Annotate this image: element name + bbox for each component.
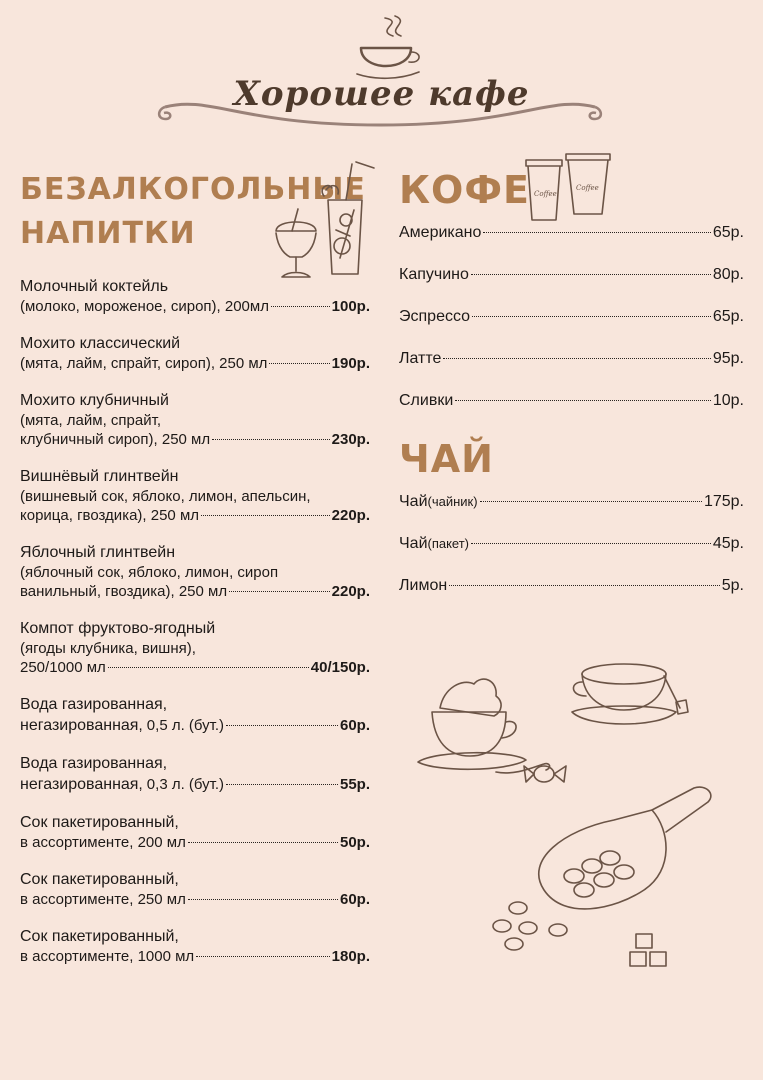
item-detail: ванильный, гвоздика), 250 мл	[20, 583, 228, 600]
item-price: 230р.	[331, 431, 370, 448]
dot-leader	[471, 543, 711, 544]
item-price: 40/150р.	[310, 659, 370, 676]
sugar-cubes-icon	[626, 930, 670, 974]
item-name: Чай	[399, 535, 428, 552]
coffee-section	[399, 168, 744, 617]
item-detail: (вишневый сок, яблоко, лимон, апельсин,	[20, 488, 311, 505]
item-detail: , 0,3 л. (бут.)	[138, 776, 225, 793]
item-price: 100р.	[331, 298, 370, 315]
item-detail: , 0,5 л. (бут.)	[138, 717, 225, 734]
menu-item	[399, 533, 744, 554]
item-price-row	[399, 264, 744, 285]
item-detail: (мята, лайм, спрайт, сироп), 250 мл	[20, 355, 268, 372]
dot-leader	[196, 956, 329, 957]
item-price-row	[399, 533, 744, 554]
item-price: 95р.	[712, 350, 744, 367]
menu-item	[399, 575, 744, 596]
item-price-row	[399, 390, 744, 411]
dot-leader	[188, 899, 338, 900]
coffee-cups-icon	[520, 150, 620, 222]
dot-leader	[108, 667, 309, 668]
item-sub: (пакет)	[427, 536, 470, 551]
item-detail: в ассортименте, 250 мл	[20, 891, 186, 908]
drinks-section	[20, 168, 370, 983]
dot-leader	[483, 232, 710, 233]
coffee-list	[399, 222, 744, 411]
dot-leader	[269, 363, 329, 364]
item-price-row	[20, 430, 370, 449]
item-price-row	[20, 890, 370, 909]
cup-logo-icon	[355, 14, 425, 80]
item-name: Эспрессо	[399, 308, 471, 325]
item-name-cont: негазированная	[20, 776, 139, 793]
item-name: Молочный коктейль	[20, 278, 169, 295]
menu-item	[20, 869, 370, 909]
brand-title: Хорошее кафе	[233, 74, 530, 114]
item-price: 80р.	[712, 266, 744, 283]
dot-leader	[443, 358, 710, 359]
item-price: 65р.	[712, 308, 744, 325]
item-price: 10р.	[712, 392, 744, 409]
item-detail: (молоко, мороженое, сироп), 200мл	[20, 298, 269, 315]
menu-item	[20, 542, 370, 601]
item-name: Вишнёвый глинтвейн	[20, 468, 179, 485]
dot-leader	[229, 591, 330, 592]
menu-item	[20, 276, 370, 316]
dot-leader	[212, 439, 330, 440]
coffee-scoop-icon	[484, 780, 724, 970]
cup-label-left: Coffee	[534, 190, 557, 198]
dot-leader	[188, 842, 338, 843]
menu-item	[20, 466, 370, 525]
item-price-row	[20, 297, 370, 316]
item-price-row	[20, 833, 370, 852]
item-price-row	[20, 354, 370, 373]
item-name: Сливки	[399, 392, 454, 409]
teacup-icon	[568, 658, 698, 734]
item-price: 180р.	[331, 948, 370, 965]
item-name: Яблочный глинтвейн	[20, 544, 176, 561]
item-detail: клубничный сироп), 250 мл	[20, 431, 211, 448]
coffee-beans	[493, 851, 634, 950]
item-price: 55р.	[339, 776, 370, 793]
dot-leader	[449, 585, 720, 586]
drinks-title-line1: БЕЗАЛКОГОЛЬНЫЕ	[20, 172, 366, 207]
item-price-row	[399, 491, 744, 512]
menu-item	[399, 264, 744, 285]
item-name: Вода газированная,	[20, 696, 168, 713]
item-sub: (чайник)	[427, 494, 478, 509]
menu-item	[399, 390, 744, 411]
coffee-title: КОФЕ	[399, 168, 531, 212]
item-price: 190р.	[331, 355, 370, 372]
item-price-row	[20, 658, 370, 677]
item-price: 45р.	[712, 535, 744, 552]
item-name: Капучино	[399, 266, 469, 283]
item-name-cont: негазированная	[20, 717, 139, 734]
item-name: Сок пакетированный,	[20, 814, 179, 831]
item-detail: (яблочный сок, яблоко, лимон, сироп	[20, 564, 279, 581]
item-detail: (ягоды клубника, вишня),	[20, 640, 196, 657]
item-price: 5р.	[721, 577, 744, 594]
menu-item	[20, 618, 370, 677]
item-name: Латте	[399, 350, 442, 367]
cocktail-icon	[316, 160, 376, 280]
item-price-row	[399, 222, 744, 243]
item-detail: (мята, лайм, спрайт,	[20, 412, 161, 429]
menu-item	[399, 306, 744, 327]
dot-leader	[226, 725, 338, 726]
dot-leader	[201, 515, 330, 516]
menu-item	[20, 333, 370, 373]
menu-item	[20, 926, 370, 966]
item-price: 220р.	[331, 583, 370, 600]
tea-list	[399, 491, 744, 596]
item-name: Лимон	[399, 577, 448, 594]
item-price: 50р.	[339, 834, 370, 851]
item-price-row	[20, 506, 370, 525]
menu-item	[20, 694, 370, 736]
dot-leader	[480, 501, 702, 502]
item-price-row	[20, 947, 370, 966]
item-price-row	[20, 582, 370, 601]
item-name: Американо	[399, 224, 482, 241]
drinks-list	[20, 276, 370, 966]
item-name: Вода газированная,	[20, 755, 168, 772]
item-detail: корица, гвоздика), 250 мл	[20, 507, 200, 524]
menu-item	[399, 348, 744, 369]
menu-item	[20, 390, 370, 449]
item-name: Мохито классический	[20, 335, 181, 352]
dot-leader	[472, 316, 711, 317]
item-price: 60р.	[339, 717, 370, 734]
dot-leader	[226, 784, 338, 785]
item-price-row	[399, 348, 744, 369]
item-detail: в ассортименте, 1000 мл	[20, 948, 195, 965]
item-name: Сок пакетированный,	[20, 928, 179, 945]
tea-title: ЧАЙ	[399, 437, 494, 481]
item-price: 60р.	[339, 891, 370, 908]
item-detail: 250/1000 мл	[20, 659, 106, 676]
menu-item	[20, 812, 370, 852]
item-name: Чай	[399, 493, 428, 510]
cup-label-right: Coffee	[576, 184, 599, 192]
item-price-row	[399, 306, 744, 327]
menu-item	[399, 491, 744, 512]
drinks-title-line2: НАПИТКИ	[20, 216, 196, 251]
item-price-row	[399, 575, 744, 596]
item-price: 65р.	[712, 224, 744, 241]
item-price-row	[20, 715, 370, 736]
dot-leader	[471, 274, 711, 275]
item-detail: в ассортименте, 200 мл	[20, 834, 186, 851]
item-name: Компот фруктово-ягодный	[20, 620, 216, 637]
dot-leader	[455, 400, 711, 401]
item-price: 175р.	[703, 493, 744, 510]
header	[0, 0, 763, 160]
menu-item	[399, 222, 744, 243]
dot-leader	[271, 306, 330, 307]
item-name: Сок пакетированный,	[20, 871, 179, 888]
menu-item	[20, 753, 370, 795]
item-price: 220р.	[331, 507, 370, 524]
item-name: Мохито клубничный	[20, 392, 169, 409]
item-price-row	[20, 774, 370, 795]
